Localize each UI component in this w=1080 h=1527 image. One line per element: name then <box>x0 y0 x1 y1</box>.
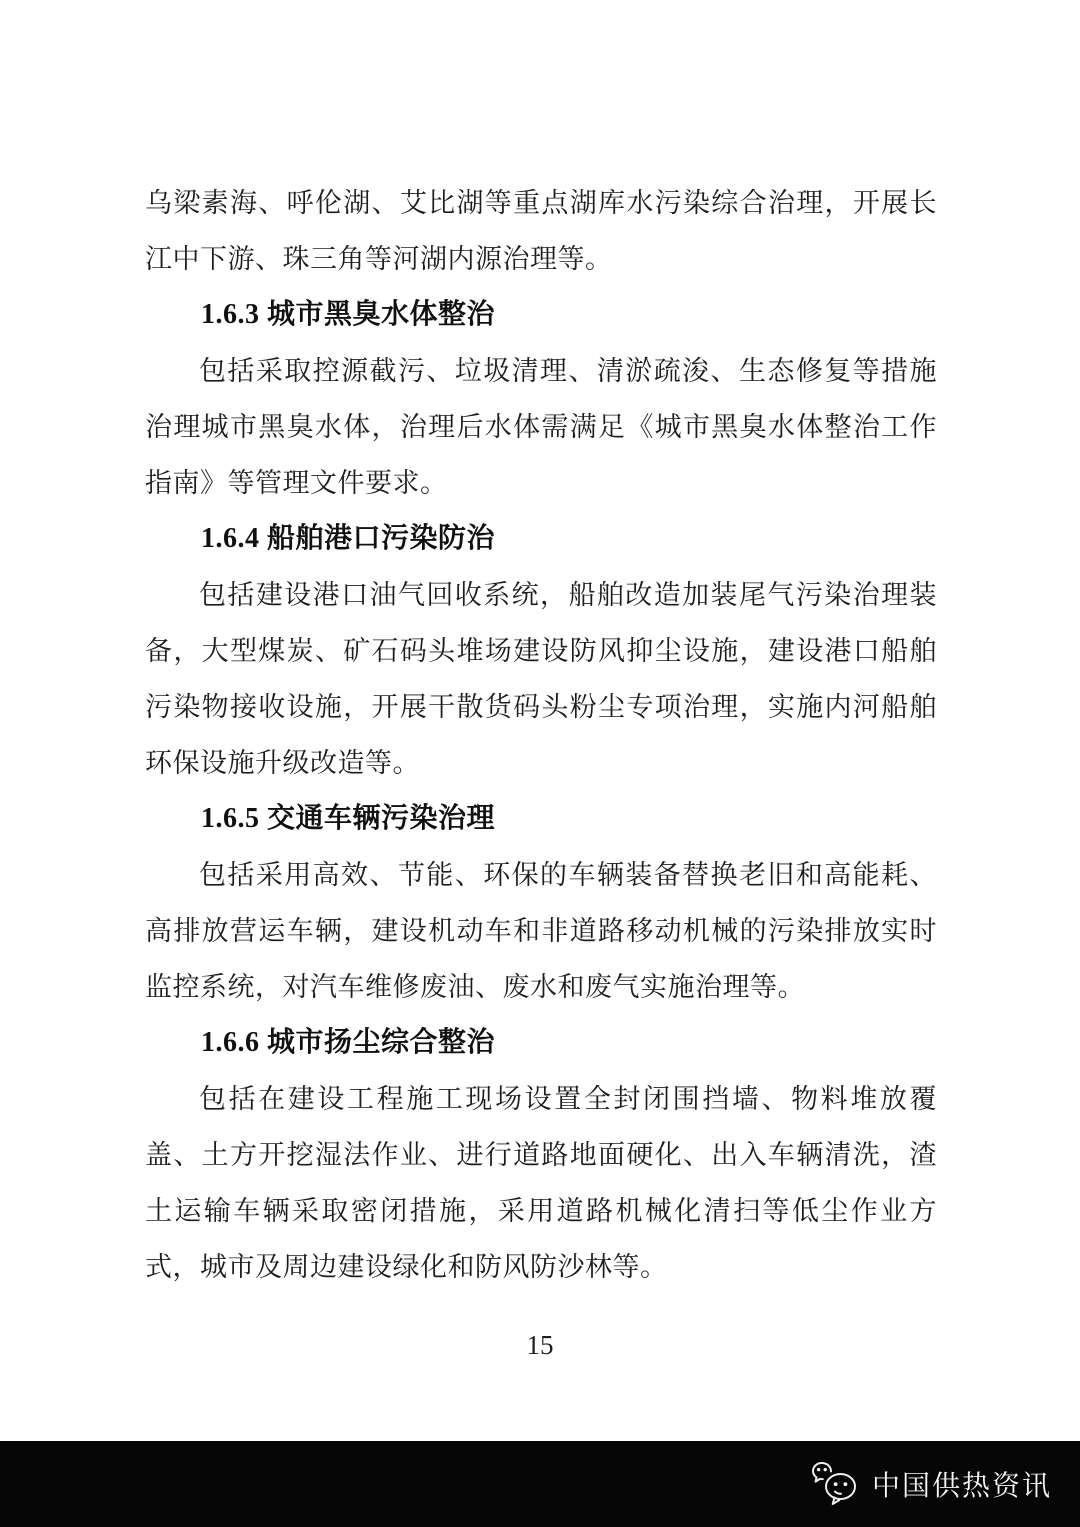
footer-bar <box>0 1441 1080 1527</box>
footer-brand-text: 中国供热资讯 <box>871 1470 1052 1501</box>
paragraph-lake-pollution-continuation: 乌梁素海、呼伦湖、艾比湖等重点湖库水污染综合治理，开展长江中下游、珠三角等河湖内源治理等。 <box>145 188 937 274</box>
section-heading-1-6-3: 1.6.3 城市黑臭水体整治 <box>201 299 496 330</box>
section-heading-1-6-5: 1.6.5 交通车辆污染治理 <box>201 803 496 834</box>
section-heading-1-6-6: 1.6.6 城市扬尘综合整治 <box>201 1027 496 1058</box>
paragraph-traffic-vehicle-pollution: 包括采用高效、节能、环保的车辆装备替换老旧和高能耗、高排放营运车辆，建设机动车和非道路移动机械的污染排放实时监控系统，对汽车维修废油、废水和废气实施治理等。 <box>145 860 937 1002</box>
paragraph-ship-port-pollution: 包括建设港口油气回收系统，船舶改造加装尾气污染治理装备，大型煤炭、矿石码头堆场建设防风抑尘设施，建设港口船舶污染物接收设施，开展干散货码头粉尘专项治理，实施内河船舶环保设施升级改造等。 <box>145 580 937 778</box>
section-heading-1-6-4: 1.6.4 船舶港口污染防治 <box>201 523 496 554</box>
paragraph-black-odorous-water: 包括采取控源截污、垃圾清理、清淤疏浚、生态修复等措施治理城市黑臭水体，治理后水体需满足《城市黑臭水体整治工作指南》等管理文件要求。 <box>145 356 937 498</box>
wechat-icon <box>810 1461 860 1507</box>
page-number: 15 <box>526 1330 554 1360</box>
paragraph-urban-dust-control: 包括在建设工程施工现场设置全封闭围挡墙、物料堆放覆盖、土方开挖湿法作业、进行道路地面硬化、出入车辆清洗，渣土运输车辆采取密闭措施，采用道路机械化清扫等低尘作业方式，城市及周边建设绿化和防风防沙林等。 <box>145 1084 937 1282</box>
